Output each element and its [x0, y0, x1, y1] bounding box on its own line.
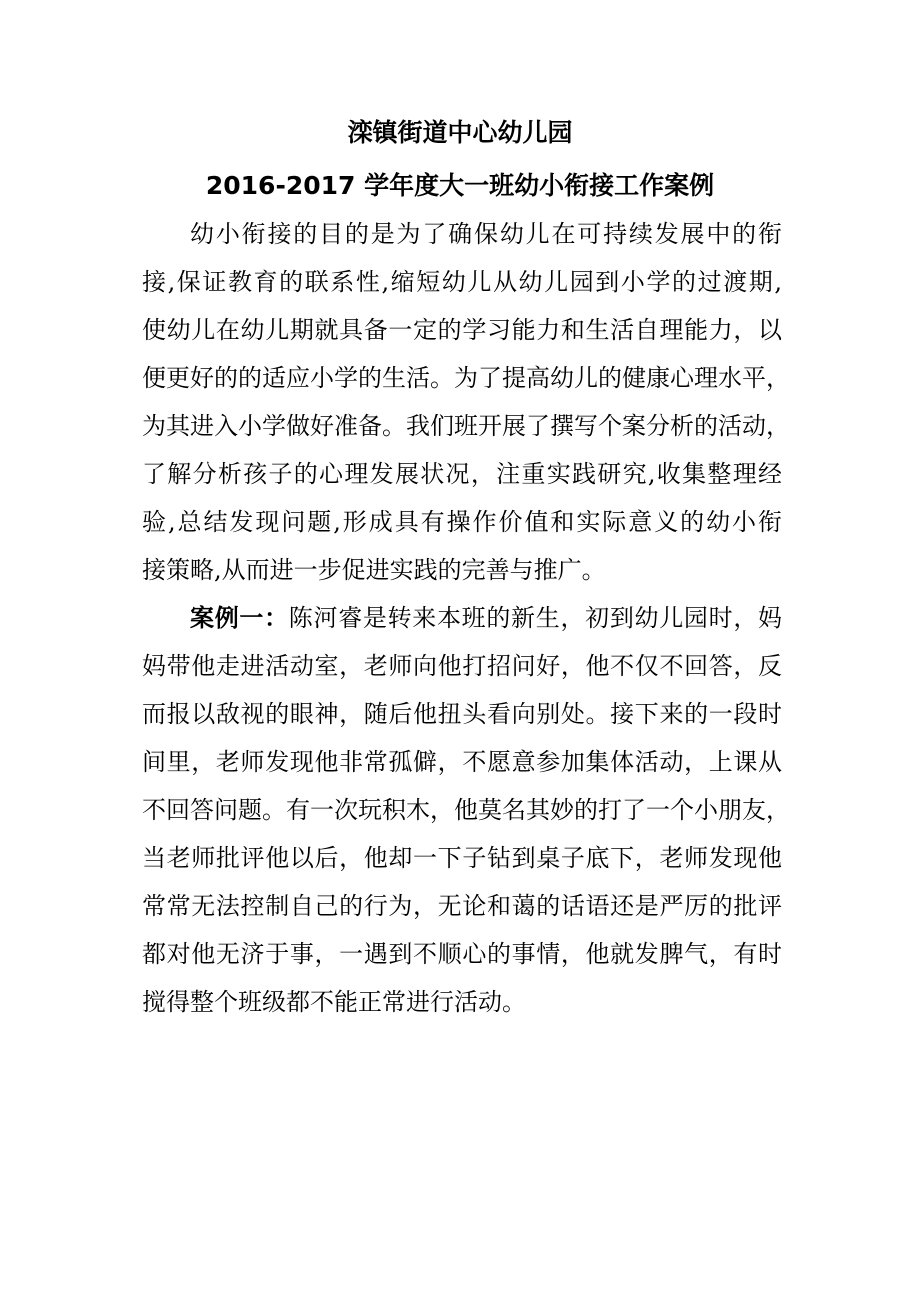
document-subtitle: 2016-2017 学年度大一班幼小衔接工作案例	[205, 171, 715, 200]
paragraph-line: 为其进入小学做好准备。我们班开展了撰写个案分析的活动，	[142, 412, 790, 440]
case-label: 案例一：	[190, 604, 289, 632]
paragraph-line: 搅得整个班级都不能正常进行活动。	[142, 988, 526, 1016]
paragraph-line: 不回答问题。有一次玩积木，他莫名其妙的打了一个小朋友，	[142, 796, 790, 824]
paragraph-line: 间里，老师发现他非常孤僻，不愿意参加集体活动，上课从	[142, 748, 782, 776]
paragraph-line: 接策略,从而进一步促进实践的完善与推广。	[142, 556, 606, 584]
paragraph-line: 常常无法控制自己的行为，无论和蔼的话语还是严厉的批评	[142, 892, 782, 920]
document-title: 滦镇街道中心幼儿园	[347, 118, 573, 147]
paragraph-line: 幼小衔接的目的是为了确保幼儿在可持续发展中的衔	[190, 220, 782, 248]
paragraph-line: 便更好的的适应小学的生活。为了提高幼儿的健康心理水平，	[142, 364, 790, 392]
paragraph-line: 当老师批评他以后，他却一下子钻到桌子底下，老师发现他	[142, 844, 782, 872]
paragraph-line: 了解分析孩子的心理发展状况，注重实践研究,收集整理经	[142, 460, 782, 488]
paragraph-line: 都对他无济于事，一遇到不顺心的事情，他就发脾气，有时	[142, 940, 782, 968]
paragraph-line: 而报以敌视的眼神，随后他扭头看向别处。接下来的一段时	[142, 700, 782, 728]
paragraph-line: 验,总结发现问题,形成具有操作价值和实际意义的幼小衔	[142, 508, 782, 536]
paragraph-line: 使幼儿在幼儿期就具备一定的学习能力和生活自理能力，以	[142, 316, 782, 344]
case-first-text: 陈河睿是转来本班的新生，初到幼儿园时，妈	[288, 604, 783, 632]
case-first-line	[190, 600, 782, 636]
paragraph-line: 接,保证教育的联系性,缩短幼儿从幼儿园到小学的过渡期,	[142, 268, 782, 296]
paragraph-line: 妈带他走进活动室，老师向他打招问好，他不仅不回答，反	[142, 652, 782, 680]
